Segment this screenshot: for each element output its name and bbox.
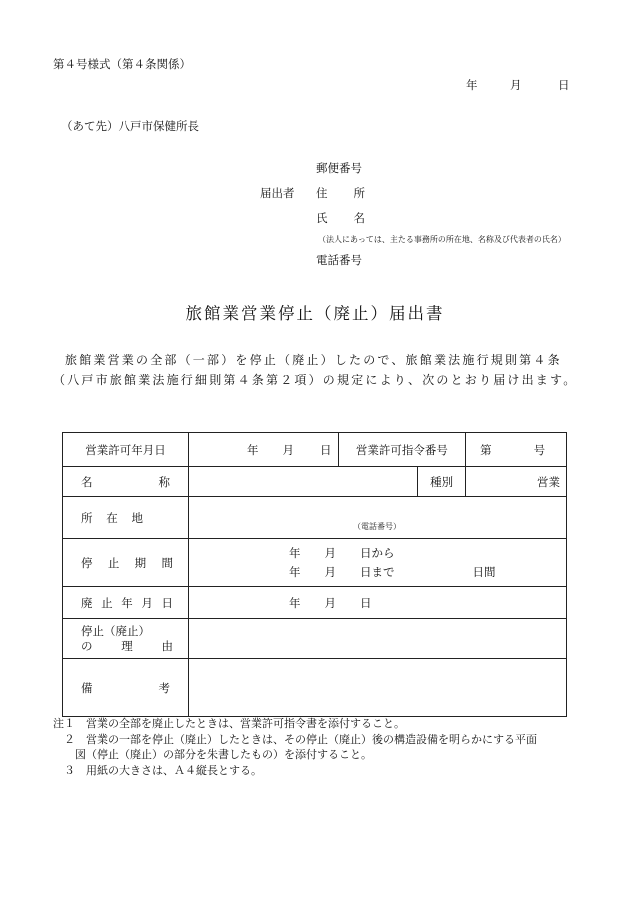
note-1: 注１ 営業の全部を廃止したときは、営業許可指令書を添付すること。 [53, 717, 405, 730]
permit-year-label: 年 [246, 442, 259, 457]
suspension-row [63, 539, 567, 587]
location-row [63, 497, 567, 539]
from-year-label: 年 [288, 546, 301, 560]
location-cell[interactable] [188, 497, 566, 539]
until-day-suffix: 日まで [359, 565, 395, 579]
permit-day-label: 日 [319, 442, 332, 457]
until-month-label: 月 [324, 565, 336, 579]
abolition-day-label: 日 [359, 595, 372, 610]
reason-label-line2 [81, 639, 173, 654]
location-label-text: 所在地 [81, 510, 143, 525]
from-day-suffix: 日から [359, 546, 395, 560]
permit-date-label: 営業許可年月日 [63, 433, 189, 467]
phone-label: 電話番号 [316, 253, 362, 267]
document-title: 旅館業営業停止（廃止）届出書 [185, 304, 445, 323]
date-month-label: 月 [510, 78, 522, 92]
permit-number-label: 営業許可指令番号 [338, 433, 466, 467]
reason-label-ri: 理 [121, 638, 133, 653]
permit-number-cell[interactable] [466, 433, 567, 467]
addressee: （あて先）八戸市保健所長 [61, 119, 199, 133]
abolition-row [63, 587, 567, 619]
reason-cell[interactable] [188, 619, 566, 659]
body-text: 旅館業営業の全部（一部）を停止（廃止）したので、旅館業法施行規則第４条（八戸市旅館業法施行細則第４条第２項）の規定により、次のとおり届け出ます。 [53, 353, 578, 387]
address-label [316, 185, 365, 201]
type-label: 種別 [418, 467, 466, 497]
submission-date [466, 77, 570, 93]
name-label [316, 210, 365, 226]
reason-label-line1: 停止（廃止） [81, 623, 150, 638]
name-label-part2: 名 [353, 211, 365, 225]
address-label-part1: 住 [316, 186, 328, 200]
notifier-label: 届出者 [260, 186, 295, 200]
days-label: 日間 [472, 565, 496, 579]
remarks-cell[interactable] [188, 659, 566, 717]
suspension-period-label [63, 539, 189, 587]
address-label-part2: 所 [353, 186, 365, 200]
name-label-part1: 氏 [316, 211, 328, 225]
date-year-label: 年 [466, 78, 478, 92]
suspension-from-line [289, 545, 395, 561]
until-year-label: 年 [288, 565, 301, 579]
reason-label-of: の [81, 638, 93, 653]
facility-name-label-part1: 名 [81, 474, 93, 489]
suspension-period-label-text: 停止期間 [81, 555, 173, 570]
remarks-label-part2: 考 [158, 680, 170, 695]
permit-row [63, 433, 567, 467]
abolition-date-cell[interactable] [188, 587, 566, 619]
facility-name-cell[interactable] [188, 467, 417, 497]
permit-month-label: 月 [282, 442, 294, 457]
corporation-note: （法人にあっては、主たる事務所の所在地、名称及び代表者の氏名） [318, 235, 566, 244]
facility-name-label [63, 467, 189, 497]
from-month-label: 月 [324, 546, 336, 560]
notification-table [62, 432, 567, 717]
suspension-until-line [289, 564, 496, 580]
suspension-period-cell[interactable] [188, 539, 566, 587]
note-2-line1: ２ 営業の一部を停止（廃止）したときは、その停止（廃止）後の構造設備を明らかにする平面 [53, 732, 537, 746]
postal-code-label: 郵便番号 [316, 161, 362, 175]
abolition-year-label: 年 [288, 595, 301, 610]
reason-row [63, 619, 567, 659]
location-phone-note: （電話番号） [352, 522, 401, 531]
reason-label-yu: 由 [161, 638, 173, 653]
abolition-date-label [63, 587, 189, 619]
remarks-label-part1: 備 [81, 680, 93, 695]
date-day-label: 日 [558, 78, 570, 92]
remarks-label [63, 659, 189, 717]
permit-number-prefix: 第 [480, 442, 492, 457]
note-3: ３ 用紙の大きさは、Ａ４縦長とする。 [53, 763, 262, 777]
business-type-label: 営業 [466, 467, 567, 497]
abolition-date-label-text: 廃止年月日 [81, 595, 173, 610]
note-2-line2: 図（停止（廃止）の部分を朱書したもの）を添付すること。 [53, 748, 372, 761]
remarks-row [63, 659, 567, 717]
permit-date-cell[interactable] [188, 433, 338, 467]
location-label [63, 497, 189, 539]
notes [53, 716, 537, 778]
reason-label [63, 619, 189, 659]
name-row [63, 467, 567, 497]
facility-name-label-part2: 称 [158, 474, 170, 489]
abolition-month-label: 月 [324, 595, 336, 610]
permit-number-suffix: 号 [533, 442, 546, 457]
form-number: 第４号様式（第４条関係） [53, 57, 191, 71]
